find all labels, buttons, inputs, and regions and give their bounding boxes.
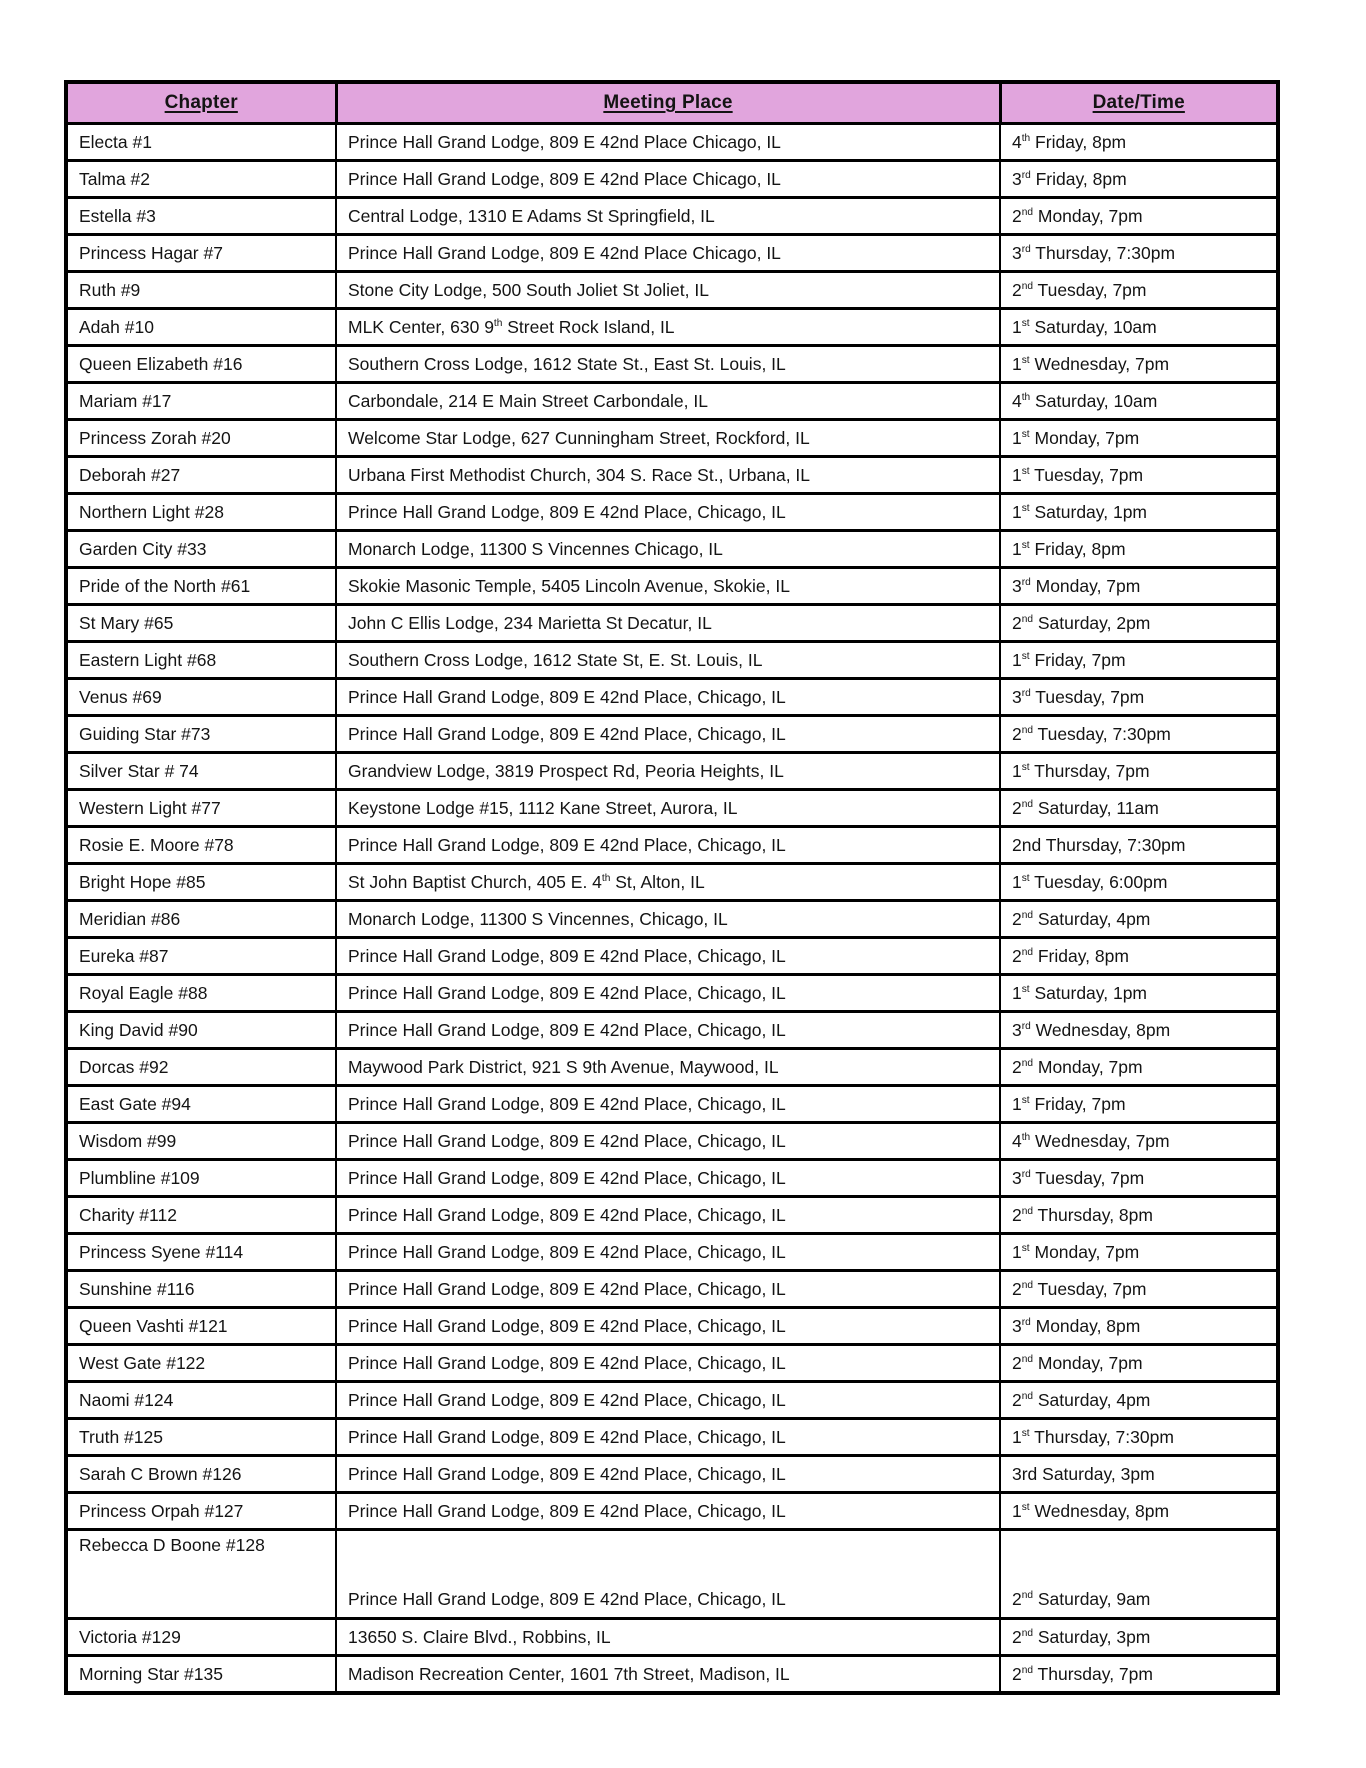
ordinal-suffix: th bbox=[1021, 132, 1031, 144]
date-time-cell: 3rd Wednesday, 8pm bbox=[1000, 1012, 1278, 1049]
chapter-cell: Morning Star #135 bbox=[66, 1656, 336, 1694]
meeting-place-cell: Prince Hall Grand Lodge, 809 E 42nd Place, Chicago, IL bbox=[336, 494, 1000, 531]
chapter-cell: Sunshine #116 bbox=[66, 1271, 336, 1308]
ordinal-suffix: rd bbox=[1021, 1168, 1031, 1180]
chapter-cell: Princess Syene #114 bbox=[66, 1234, 336, 1271]
chapter-cell: Bright Hope #85 bbox=[66, 864, 336, 901]
date-time-cell: 2nd Saturday, 3pm bbox=[1000, 1619, 1278, 1656]
table-row bbox=[66, 605, 1278, 642]
table-row bbox=[66, 716, 1278, 753]
ordinal-suffix: nd bbox=[1021, 1390, 1033, 1402]
date-time-cell: 2nd Saturday, 4pm bbox=[1000, 1382, 1278, 1419]
ordinal-suffix: nd bbox=[1021, 1353, 1033, 1365]
chapter-cell: Western Light #77 bbox=[66, 790, 336, 827]
chapter-cell: Silver Star # 74 bbox=[66, 753, 336, 790]
ordinal-suffix: st bbox=[1021, 1501, 1030, 1513]
date-time-cell: 2nd Thursday, 7pm bbox=[1000, 1656, 1278, 1694]
chapter-cell: East Gate #94 bbox=[66, 1086, 336, 1123]
table-row bbox=[66, 827, 1278, 864]
table-row bbox=[66, 1271, 1278, 1308]
meeting-place-cell: MLK Center, 630 9th Street Rock Island, IL bbox=[336, 309, 1000, 346]
date-time-cell: 2nd Friday, 8pm bbox=[1000, 938, 1278, 975]
meeting-place-cell: Southern Cross Lodge, 1612 State St., East St. Louis, IL bbox=[336, 346, 1000, 383]
chapter-cell: Ruth #9 bbox=[66, 272, 336, 309]
date-time-cell: 1st Tuesday, 6:00pm bbox=[1000, 864, 1278, 901]
ordinal-suffix: st bbox=[1021, 502, 1030, 514]
date-time-cell: 3rd Tuesday, 7pm bbox=[1000, 679, 1278, 716]
date-time-cell: 2nd Saturday, 9am bbox=[1000, 1530, 1278, 1619]
table-row bbox=[66, 1234, 1278, 1271]
ordinal-suffix: rd bbox=[1021, 243, 1031, 255]
chapter-cell: Eureka #87 bbox=[66, 938, 336, 975]
ordinal-suffix: nd bbox=[1021, 1664, 1033, 1676]
date-time-cell: 2nd Thursday, 8pm bbox=[1000, 1197, 1278, 1234]
chapter-cell: Meridian #86 bbox=[66, 901, 336, 938]
meeting-place-cell: Madison Recreation Center, 1601 7th Street, Madison, IL bbox=[336, 1656, 1000, 1694]
date-time-cell: 1st Wednesday, 7pm bbox=[1000, 346, 1278, 383]
chapter-cell: Guiding Star #73 bbox=[66, 716, 336, 753]
meeting-place-cell: Southern Cross Lodge, 1612 State St, E. St. Louis, IL bbox=[336, 642, 1000, 679]
ordinal-suffix: st bbox=[1021, 761, 1030, 773]
table-row bbox=[66, 679, 1278, 716]
date-time-cell: 4th Wednesday, 7pm bbox=[1000, 1123, 1278, 1160]
ordinal-suffix: rd bbox=[1021, 1020, 1031, 1032]
chapter-cell: Talma #2 bbox=[66, 161, 336, 198]
date-time-cell: 2nd Saturday, 4pm bbox=[1000, 901, 1278, 938]
meeting-place-cell: Prince Hall Grand Lodge, 809 E 42nd Place, Chicago, IL bbox=[336, 1012, 1000, 1049]
ordinal-suffix: st bbox=[1021, 539, 1030, 551]
meeting-place-cell: Prince Hall Grand Lodge, 809 E 42nd Place, Chicago, IL bbox=[336, 1419, 1000, 1456]
meeting-place-cell: Prince Hall Grand Lodge, 809 E 42nd Place Chicago, IL bbox=[336, 124, 1000, 161]
meeting-place-cell: Prince Hall Grand Lodge, 809 E 42nd Place, Chicago, IL bbox=[336, 975, 1000, 1012]
date-time-cell: 3rd Monday, 7pm bbox=[1000, 568, 1278, 605]
table-row bbox=[66, 1493, 1278, 1530]
ordinal-suffix: st bbox=[1021, 317, 1030, 329]
table-row bbox=[66, 1456, 1278, 1493]
chapter-cell: Sarah C Brown #126 bbox=[66, 1456, 336, 1493]
ordinal-suffix: nd bbox=[1021, 1590, 1033, 1602]
meeting-place-cell: Prince Hall Grand Lodge, 809 E 42nd Place, Chicago, IL bbox=[336, 1530, 1000, 1619]
ordinal-suffix: th bbox=[1021, 391, 1031, 403]
ordinal-suffix: st bbox=[1021, 465, 1030, 477]
meeting-place-cell: Prince Hall Grand Lodge, 809 E 42nd Place Chicago, IL bbox=[336, 235, 1000, 272]
chapter-cell: Eastern Light #68 bbox=[66, 642, 336, 679]
meeting-place-cell: Prince Hall Grand Lodge, 809 E 42nd Place, Chicago, IL bbox=[336, 1123, 1000, 1160]
table-row bbox=[66, 272, 1278, 309]
table-row bbox=[66, 1419, 1278, 1456]
table-row bbox=[66, 1012, 1278, 1049]
meeting-place-cell: Monarch Lodge, 11300 S Vincennes Chicago, IL bbox=[336, 531, 1000, 568]
meeting-place-cell: Urbana First Methodist Church, 304 S. Race St., Urbana, IL bbox=[336, 457, 1000, 494]
chapter-table-body bbox=[66, 124, 1278, 1694]
chapter-cell: Queen Elizabeth #16 bbox=[66, 346, 336, 383]
chapter-cell: Princess Zorah #20 bbox=[66, 420, 336, 457]
chapter-cell: Rebecca D Boone #128 bbox=[66, 1530, 336, 1619]
chapter-cell: Pride of the North #61 bbox=[66, 568, 336, 605]
table-row bbox=[66, 124, 1278, 161]
meeting-place-cell: Keystone Lodge #15, 1112 Kane Street, Aurora, IL bbox=[336, 790, 1000, 827]
meeting-place-cell: Welcome Star Lodge, 627 Cunningham Street, Rockford, IL bbox=[336, 420, 1000, 457]
chapter-cell: Plumbline #109 bbox=[66, 1160, 336, 1197]
ordinal-suffix: st bbox=[1021, 1094, 1030, 1106]
date-time-cell: 2nd Monday, 7pm bbox=[1000, 198, 1278, 235]
chapter-cell: Princess Hagar #7 bbox=[66, 235, 336, 272]
table-row bbox=[66, 938, 1278, 975]
table-row bbox=[66, 346, 1278, 383]
date-time-cell: 2nd Thursday, 7:30pm bbox=[1000, 827, 1278, 864]
date-time-cell: 1st Friday, 8pm bbox=[1000, 531, 1278, 568]
date-time-cell: 1st Friday, 7pm bbox=[1000, 642, 1278, 679]
table-row bbox=[66, 1530, 1278, 1619]
meeting-place-cell: Prince Hall Grand Lodge, 809 E 42nd Place, Chicago, IL bbox=[336, 1382, 1000, 1419]
date-time-cell: 3rd Saturday, 3pm bbox=[1000, 1456, 1278, 1493]
ordinal-suffix: nd bbox=[1021, 206, 1033, 218]
chapter-cell: Rosie E. Moore #78 bbox=[66, 827, 336, 864]
table-header bbox=[66, 82, 1278, 124]
column-header-meeting-place: Meeting Place bbox=[336, 82, 1000, 124]
chapter-cell: Charity #112 bbox=[66, 1197, 336, 1234]
date-time-cell: 2nd Tuesday, 7pm bbox=[1000, 1271, 1278, 1308]
ordinal-suffix: rd bbox=[1021, 1316, 1031, 1328]
table-row bbox=[66, 161, 1278, 198]
ordinal-suffix: nd bbox=[1021, 1627, 1033, 1639]
table-row bbox=[66, 1308, 1278, 1345]
table-row bbox=[66, 198, 1278, 235]
column-header-chapter: Chapter bbox=[66, 82, 336, 124]
meeting-place-cell: Prince Hall Grand Lodge, 809 E 42nd Place, Chicago, IL bbox=[336, 716, 1000, 753]
date-time-cell: 2nd Monday, 7pm bbox=[1000, 1049, 1278, 1086]
meeting-place-cell: John C Ellis Lodge, 234 Marietta St Decatur, IL bbox=[336, 605, 1000, 642]
chapter-cell: Mariam #17 bbox=[66, 383, 336, 420]
ordinal-suffix: st bbox=[1021, 872, 1030, 884]
date-time-cell: 2nd Tuesday, 7:30pm bbox=[1000, 716, 1278, 753]
meeting-place-cell: Central Lodge, 1310 E Adams St Springfield, IL bbox=[336, 198, 1000, 235]
meeting-place-cell: Carbondale, 214 E Main Street Carbondale, IL bbox=[336, 383, 1000, 420]
meeting-place-cell: Prince Hall Grand Lodge, 809 E 42nd Place, Chicago, IL bbox=[336, 1493, 1000, 1530]
table-row bbox=[66, 642, 1278, 679]
meeting-place-cell: Maywood Park District, 921 S 9th Avenue, Maywood, IL bbox=[336, 1049, 1000, 1086]
ordinal-suffix: nd bbox=[1021, 946, 1033, 958]
ordinal-suffix: nd bbox=[1021, 1205, 1033, 1217]
table-row bbox=[66, 383, 1278, 420]
meeting-place-cell: Stone City Lodge, 500 South Joliet St Joliet, IL bbox=[336, 272, 1000, 309]
chapter-cell: St Mary #65 bbox=[66, 605, 336, 642]
date-time-cell: 3rd Friday, 8pm bbox=[1000, 161, 1278, 198]
meeting-place-cell: Monarch Lodge, 11300 S Vincennes, Chicago, IL bbox=[336, 901, 1000, 938]
date-time-cell: 1st Thursday, 7pm bbox=[1000, 753, 1278, 790]
ordinal-suffix: nd bbox=[1021, 280, 1033, 292]
date-time-cell: 1st Tuesday, 7pm bbox=[1000, 457, 1278, 494]
table-row bbox=[66, 420, 1278, 457]
table-row bbox=[66, 1086, 1278, 1123]
meeting-place-cell: Prince Hall Grand Lodge, 809 E 42nd Place, Chicago, IL bbox=[336, 1160, 1000, 1197]
ordinal-suffix: st bbox=[1021, 983, 1030, 995]
ordinal-suffix: nd bbox=[1021, 613, 1033, 625]
meeting-place-cell: Prince Hall Grand Lodge, 809 E 42nd Place Chicago, IL bbox=[336, 161, 1000, 198]
meeting-place-cell: St John Baptist Church, 405 E. 4th St, Alton, IL bbox=[336, 864, 1000, 901]
table-row bbox=[66, 1197, 1278, 1234]
date-time-cell: 1st Thursday, 7:30pm bbox=[1000, 1419, 1278, 1456]
meeting-place-cell: Prince Hall Grand Lodge, 809 E 42nd Place, Chicago, IL bbox=[336, 679, 1000, 716]
ordinal-suffix: rd bbox=[1021, 169, 1031, 181]
chapter-cell: Queen Vashti #121 bbox=[66, 1308, 336, 1345]
table-row bbox=[66, 790, 1278, 827]
ordinal-suffix: nd bbox=[1021, 1057, 1033, 1069]
meeting-place-cell: Prince Hall Grand Lodge, 809 E 42nd Place, Chicago, IL bbox=[336, 1234, 1000, 1271]
table-row bbox=[66, 1656, 1278, 1694]
chapter-cell: Electa #1 bbox=[66, 124, 336, 161]
meeting-place-cell: Prince Hall Grand Lodge, 809 E 42nd Place, Chicago, IL bbox=[336, 938, 1000, 975]
date-time-cell: 1st Saturday, 1pm bbox=[1000, 494, 1278, 531]
chapter-cell: Naomi #124 bbox=[66, 1382, 336, 1419]
date-time-cell: 1st Wednesday, 8pm bbox=[1000, 1493, 1278, 1530]
chapter-cell: Venus #69 bbox=[66, 679, 336, 716]
chapter-cell: West Gate #122 bbox=[66, 1345, 336, 1382]
table-row bbox=[66, 901, 1278, 938]
table-row bbox=[66, 531, 1278, 568]
chapter-cell: Dorcas #92 bbox=[66, 1049, 336, 1086]
date-time-cell: 1st Monday, 7pm bbox=[1000, 1234, 1278, 1271]
meeting-place-cell: Prince Hall Grand Lodge, 809 E 42nd Place, Chicago, IL bbox=[336, 1308, 1000, 1345]
table-row bbox=[66, 864, 1278, 901]
column-header-date-time: Date/Time bbox=[1000, 82, 1278, 124]
meeting-place-cell: Skokie Masonic Temple, 5405 Lincoln Avenue, Skokie, IL bbox=[336, 568, 1000, 605]
ordinal-suffix: st bbox=[1021, 428, 1030, 440]
chapter-cell: Royal Eagle #88 bbox=[66, 975, 336, 1012]
ordinal-suffix: th bbox=[601, 872, 611, 884]
ordinal-suffix: st bbox=[1021, 354, 1030, 366]
ordinal-suffix: st bbox=[1021, 1242, 1030, 1254]
ordinal-suffix: th bbox=[1021, 1131, 1031, 1143]
date-time-cell: 2nd Tuesday, 7pm bbox=[1000, 272, 1278, 309]
date-time-cell: 3rd Monday, 8pm bbox=[1000, 1308, 1278, 1345]
chapter-cell: Northern Light #28 bbox=[66, 494, 336, 531]
date-time-cell: 3rd Thursday, 7:30pm bbox=[1000, 235, 1278, 272]
date-time-cell: 4th Friday, 8pm bbox=[1000, 124, 1278, 161]
ordinal-suffix: rd bbox=[1021, 687, 1031, 699]
date-time-cell: 1st Saturday, 1pm bbox=[1000, 975, 1278, 1012]
chapter-cell: Deborah #27 bbox=[66, 457, 336, 494]
chapter-cell: Estella #3 bbox=[66, 198, 336, 235]
ordinal-suffix: st bbox=[1021, 650, 1030, 662]
table-row bbox=[66, 309, 1278, 346]
ordinal-suffix: nd bbox=[1021, 724, 1033, 736]
ordinal-suffix: th bbox=[493, 317, 503, 329]
date-time-cell: 2nd Saturday, 11am bbox=[1000, 790, 1278, 827]
table-row bbox=[66, 753, 1278, 790]
meeting-place-cell: 13650 S. Claire Blvd., Robbins, IL bbox=[336, 1619, 1000, 1656]
table-row bbox=[66, 975, 1278, 1012]
chapter-cell: Victoria #129 bbox=[66, 1619, 336, 1656]
ordinal-suffix: nd bbox=[1021, 909, 1033, 921]
meeting-place-cell: Prince Hall Grand Lodge, 809 E 42nd Place, Chicago, IL bbox=[336, 1197, 1000, 1234]
table-row bbox=[66, 1382, 1278, 1419]
date-time-cell: 3rd Tuesday, 7pm bbox=[1000, 1160, 1278, 1197]
meeting-place-cell: Prince Hall Grand Lodge, 809 E 42nd Place, Chicago, IL bbox=[336, 1456, 1000, 1493]
header-row bbox=[66, 82, 1278, 124]
chapter-cell: Princess Orpah #127 bbox=[66, 1493, 336, 1530]
date-time-cell: 2nd Monday, 7pm bbox=[1000, 1345, 1278, 1382]
date-time-cell: 1st Saturday, 10am bbox=[1000, 309, 1278, 346]
table-row bbox=[66, 235, 1278, 272]
ordinal-suffix: nd bbox=[1021, 798, 1033, 810]
chapter-cell: Truth #125 bbox=[66, 1419, 336, 1456]
table-row bbox=[66, 1123, 1278, 1160]
table-row bbox=[66, 1160, 1278, 1197]
table-row bbox=[66, 568, 1278, 605]
date-time-cell: 4th Saturday, 10am bbox=[1000, 383, 1278, 420]
chapter-cell: Wisdom #99 bbox=[66, 1123, 336, 1160]
table-row bbox=[66, 1345, 1278, 1382]
meeting-place-cell: Prince Hall Grand Lodge, 809 E 42nd Place, Chicago, IL bbox=[336, 1271, 1000, 1308]
table-row bbox=[66, 494, 1278, 531]
chapter-cell: Garden City #33 bbox=[66, 531, 336, 568]
ordinal-suffix: rd bbox=[1021, 576, 1031, 588]
meeting-place-cell: Prince Hall Grand Lodge, 809 E 42nd Place, Chicago, IL bbox=[336, 1345, 1000, 1382]
meeting-place-cell: Prince Hall Grand Lodge, 809 E 42nd Place, Chicago, IL bbox=[336, 1086, 1000, 1123]
table-row bbox=[66, 457, 1278, 494]
date-time-cell: 2nd Saturday, 2pm bbox=[1000, 605, 1278, 642]
chapter-meeting-table bbox=[64, 80, 1280, 1695]
date-time-cell: 1st Friday, 7pm bbox=[1000, 1086, 1278, 1123]
ordinal-suffix: nd bbox=[1021, 1279, 1033, 1291]
chapter-cell: Adah #10 bbox=[66, 309, 336, 346]
ordinal-suffix: st bbox=[1021, 1427, 1030, 1439]
chapter-cell: King David #90 bbox=[66, 1012, 336, 1049]
date-time-cell: 1st Monday, 7pm bbox=[1000, 420, 1278, 457]
meeting-place-cell: Grandview Lodge, 3819 Prospect Rd, Peoria Heights, IL bbox=[336, 753, 1000, 790]
table-row bbox=[66, 1049, 1278, 1086]
table-row bbox=[66, 1619, 1278, 1656]
meeting-place-cell: Prince Hall Grand Lodge, 809 E 42nd Place, Chicago, IL bbox=[336, 827, 1000, 864]
